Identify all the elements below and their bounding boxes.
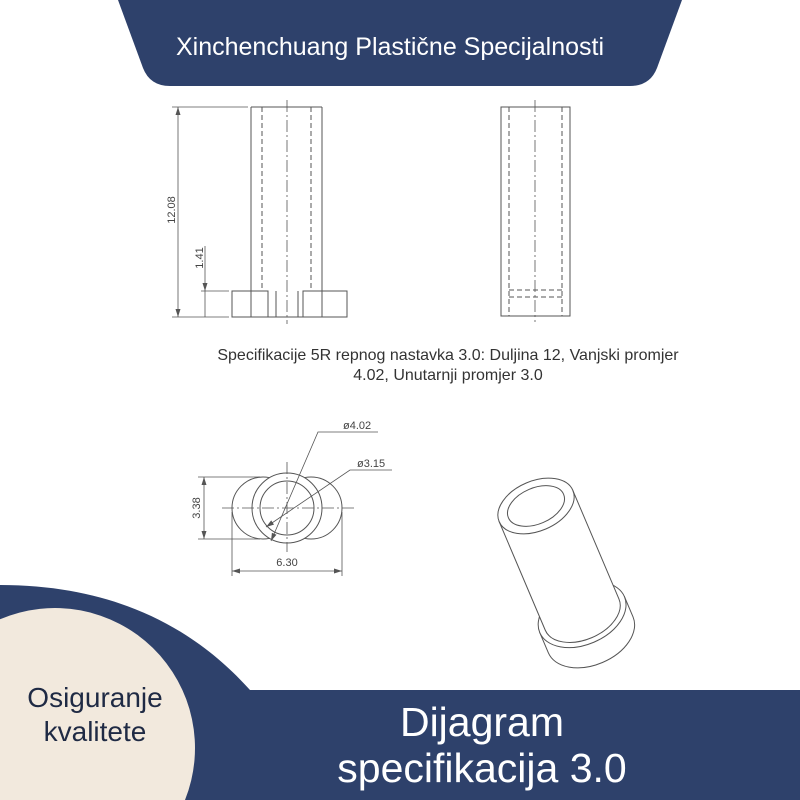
height-dimension-label: 3.38 [191,497,203,519]
spec-caption-line-1: Specifikacije 5R repnog nastavka 3.0: Duljina 12, Vanjski promjer [217,347,679,364]
flange-left-block [232,291,268,317]
side-tube-outline [501,107,570,316]
flange-right-block [303,291,347,317]
footer-banner-text: Dijagram specifikacija 3.0 [337,699,627,791]
spec-caption [148,346,748,386]
width-dimension-label: 6.30 [276,557,298,569]
width-arrowhead-right [334,569,342,574]
length-arrowhead-bottom [176,309,181,317]
quality-badge-text: Osiguranje kvalitete [27,682,163,747]
isometric-view-drawing [484,465,645,680]
width-arrowhead-left [232,569,240,574]
height-arrowhead-top [202,477,207,485]
inner-diameter-label: ø3.15 [357,458,386,470]
side-view-drawing [501,100,570,322]
spec-caption-line-2: 4.02, Unutarnji promjer 3.0 [353,367,543,384]
flange-arrowhead [203,283,208,291]
length-arrowhead-top [176,107,181,115]
flange-dimension-label: 1.41 [194,247,206,269]
top-view-drawing [191,420,392,576]
outer-diameter-label: ø4.02 [343,420,372,432]
front-view-drawing [166,100,347,324]
length-dimension-label: 12.08 [166,196,178,224]
height-arrowhead-bottom [202,531,207,539]
header-title: Xinchenchuang Plastične Specijalnosti [175,33,605,61]
